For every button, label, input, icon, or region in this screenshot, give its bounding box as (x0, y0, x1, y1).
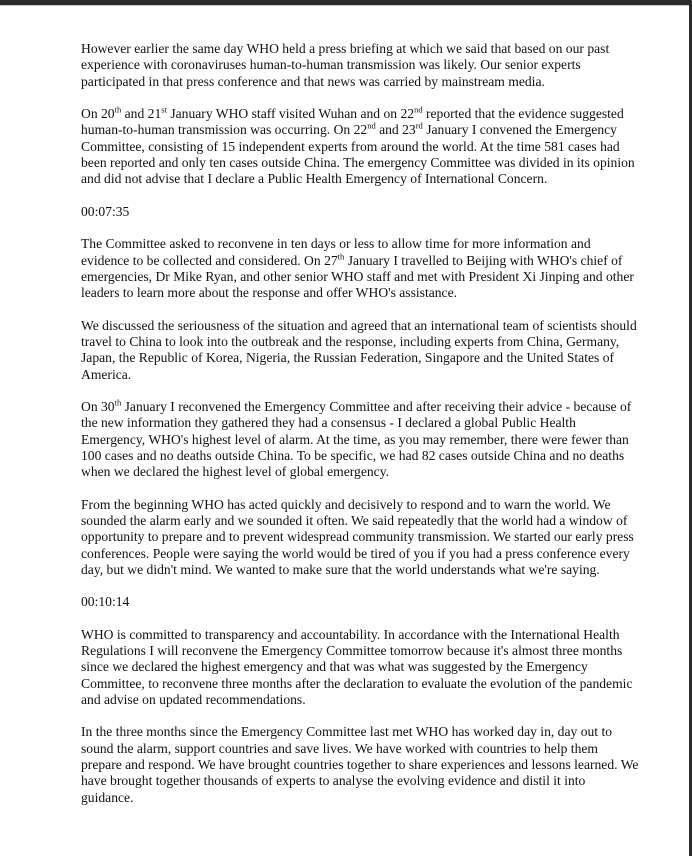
text-run: We discussed the seriousness of the situation and agreed that an international team of scientists should travel to China to look into the outbreak and the response, including experts from China, Germany, Japan, the Republic of Korea, Nigeria, the Russian Federation, Singapore and the United States of America. (81, 317, 637, 382)
text-run: January I convened the Emergency Committee, consisting of 15 independent experts from around the world. At the time 581 cases had been reported and only ten cases outside China. The emergency Committee was divided in its opinion and did not advise that I declare a Public Health Emergency of International Concern. (81, 122, 635, 187)
paragraph (81, 318, 641, 383)
paragraph (81, 236, 641, 301)
paragraph (81, 399, 641, 480)
paragraph (81, 106, 641, 187)
paragraph (81, 627, 641, 708)
text-run: On 30 (81, 398, 115, 414)
text-run: In the three months since the Emergency Committee last met WHO has worked day in, day out to sound the alarm, support countries and save lives. We have worked with countries to help them prepare and respond. We have brought countries together to share experiences and lessons learned. We have brought together thousands of experts to analyse the evolving evidence and distil it into guidance. (81, 724, 639, 805)
ordinal-suffix: nd (367, 120, 376, 131)
ordinal-suffix: th (114, 397, 122, 408)
text-run: January I travelled to Beijing with WHO's chief of emergencies, Dr Mike Ryan, and other senior WHO staff and met with President Xi Jinping and other leaders to learn more about the response and offer WHO's assistance. (81, 252, 634, 301)
text-run: 00:10:14 (81, 594, 130, 610)
text-run: On 20 (81, 106, 115, 122)
text-run: and 21 (121, 106, 162, 122)
text-run: 00:07:35 (81, 203, 130, 219)
text-run: January WHO staff visited Wuhan and on 22 (166, 106, 415, 122)
text-run: WHO is committed to transparency and accountability. In accordance with the International Health Regulations I will reconvene the Emergency Committee tomorrow because it's almost three months since we declared the highest emergency and that was what was suggested by the Emergency Committee, to reconvene three months after the declaration to evaluate the evolution of the pandemic and advise on updated recommendations. (81, 626, 633, 707)
text-run: However earlier the same day WHO held a press briefing at which we said that based on our past experience with coronaviruses human-to-human transmission was likely. Our senior experts participated in that press conference and that news was carried by mainstream media. (81, 41, 610, 89)
ordinal-suffix: rd (415, 120, 423, 131)
paragraph (81, 497, 641, 578)
ordinal-suffix: th (337, 251, 345, 261)
document-page (0, 5, 689, 856)
ordinal-suffix: th (114, 104, 122, 115)
timestamp (81, 594, 641, 610)
text-run: reported that the evidence suggested human-to-human transmission was occurring. On 22 (81, 106, 624, 138)
timestamp (81, 204, 641, 220)
paragraph (81, 724, 641, 805)
text-run: From the beginning WHO has acted quickly and decisively to respond and to warn the world. We sounded the alarm early and we sounded it often. We said repeatedly that the world had a window of opportunity to prepare and to prevent widespread community transmission. We started our early press conferences. People were saying the world would be tired of you if you had a press conference every day, but we didn't mind. We wanted to make sure that the world understands what we're saying. (81, 496, 634, 577)
document-body (81, 41, 641, 822)
paragraph (81, 41, 641, 90)
text-run: The Committee asked to reconvene in ten days or less to allow time for more information and evidence to be collected and considered. On 27 (81, 236, 591, 268)
text-run: January I reconvened the Emergency Committee and after receiving their advice - because of the new information they gathered they had a consensus - I declared a global Public Health Emergency, WHO's highest level of alarm. At the time, as you may remember, there were fewer than 100 cases and no deaths outside China. To be specific, we had 82 cases outside China and no deaths when we declared the highest level of global emergency. (81, 398, 632, 480)
ordinal-suffix: nd (414, 104, 423, 115)
text-run: and 23 (375, 122, 416, 138)
ordinal-suffix: st (161, 104, 167, 115)
